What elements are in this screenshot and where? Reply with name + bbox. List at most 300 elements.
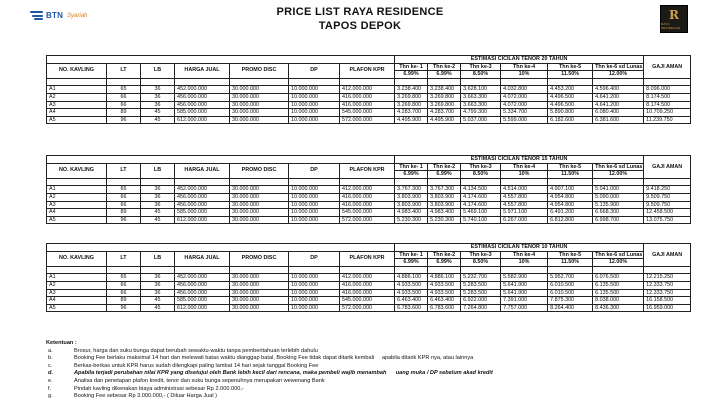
table-row bbox=[47, 201, 691, 209]
table-cell: 5.041.000 bbox=[593, 186, 644, 194]
tenor-label: ESTIMASI CICILAN TENOR 10 TAHUN bbox=[395, 244, 644, 252]
table-cell: 96 bbox=[107, 304, 141, 312]
col-year-2: Thn ke-2 bbox=[428, 63, 461, 71]
table-cell: 36 bbox=[141, 201, 175, 209]
table-spacer bbox=[47, 156, 395, 164]
table-cell: 4.641.200 bbox=[593, 101, 644, 109]
table-cell: 412.000.000 bbox=[340, 86, 395, 94]
table-cell: 3.803.900 bbox=[395, 193, 428, 201]
table-cell: 36 bbox=[141, 193, 175, 201]
col-harga-jual: HARGA JUAL bbox=[175, 163, 230, 178]
table-cell: 6.076.500 bbox=[593, 274, 644, 282]
table-cell: 10.000.000 bbox=[289, 209, 340, 217]
terms-list bbox=[46, 348, 686, 401]
table-cell: 585.000.000 bbox=[175, 109, 230, 117]
terms-item-key: b. bbox=[48, 355, 53, 362]
table-cell: 6.812.800 bbox=[548, 216, 593, 224]
table-cell: 45 bbox=[141, 116, 175, 124]
table-cell: 6.463.400 bbox=[395, 297, 428, 305]
table-cell: 10.000.000 bbox=[289, 101, 340, 109]
table-cell: A5 bbox=[47, 216, 107, 224]
table-cell: 3.803.900 bbox=[428, 193, 461, 201]
table-cell: 4.283.700 bbox=[395, 109, 428, 117]
table-cell: 96 bbox=[107, 116, 141, 124]
table-cell: A5 bbox=[47, 304, 107, 312]
terms-item-text: Booking Fee berlaku maksimal 14 hari dan melewati batas waktu dianggap batal, Booking Fee tidak dapat ditarik kembali apabila ditarik KPR nya, atau lainnya bbox=[74, 355, 474, 362]
col-year-2: Thn ke-2 bbox=[428, 163, 461, 171]
col-rate-3: 8.50% bbox=[461, 259, 501, 267]
table-cell: 4.886.100 bbox=[395, 274, 428, 282]
table-cell: 9.418.250 bbox=[644, 186, 691, 194]
blank-cell bbox=[593, 178, 644, 186]
table-cell: 412.000.000 bbox=[340, 274, 395, 282]
table-cell: 416.000.000 bbox=[340, 201, 395, 209]
table-cell: 4.933.500 bbox=[395, 281, 428, 289]
table-cell: 10.000.000 bbox=[289, 297, 340, 305]
table-cell: 30.000.000 bbox=[230, 101, 289, 109]
table-cell: 36 bbox=[141, 281, 175, 289]
table-cell: 7.757.000 bbox=[501, 304, 548, 312]
table-cell: 452.000.000 bbox=[175, 86, 230, 94]
table-cell: 7.391.000 bbox=[501, 297, 548, 305]
table-cell: 30.000.000 bbox=[230, 216, 289, 224]
table-cell: 66 bbox=[107, 93, 141, 101]
table-cell: 3.663.300 bbox=[461, 101, 501, 109]
terms-item bbox=[46, 393, 686, 401]
blank-cell bbox=[428, 178, 461, 186]
table-cell: 6.182.600 bbox=[548, 116, 593, 124]
table-cell: 5.283.500 bbox=[461, 281, 501, 289]
raya-logo-caption: RAYA RESIDENCE bbox=[661, 21, 681, 30]
table-cell: 36 bbox=[141, 86, 175, 94]
terms-item bbox=[46, 386, 686, 394]
col-lb: LB bbox=[141, 163, 175, 178]
table-cell: 8.038.000 bbox=[593, 297, 644, 305]
table-cell: 612.000.000 bbox=[175, 116, 230, 124]
blank-cell bbox=[47, 78, 107, 86]
table-cell: 456.000.000 bbox=[175, 201, 230, 209]
table-row bbox=[47, 109, 691, 117]
terms-item bbox=[46, 348, 686, 356]
table-cell: 4.496.500 bbox=[548, 93, 593, 101]
table-cell: 89 bbox=[107, 109, 141, 117]
table-cell: 10.000.000 bbox=[289, 289, 340, 297]
table-cell: 572.000.000 bbox=[340, 216, 395, 224]
blank-cell bbox=[395, 78, 428, 86]
col-gaji-aman: GAJI AMAN bbox=[644, 244, 691, 267]
col-rate-2: 6.99% bbox=[428, 259, 461, 267]
table-cell: 5.599.000 bbox=[501, 116, 548, 124]
col-year-4: Thn ke-4 bbox=[501, 63, 548, 71]
terms-item-key: e. bbox=[48, 377, 53, 384]
col-rate-4: 10% bbox=[501, 71, 548, 79]
table-cell: 6.080.400 bbox=[593, 109, 644, 117]
table-cell: 30.000.000 bbox=[230, 209, 289, 217]
table-cell: 10.000.000 bbox=[289, 274, 340, 282]
table-cell: 416.000.000 bbox=[340, 93, 395, 101]
terms-item bbox=[46, 355, 686, 363]
terms-heading: Ketentuan : bbox=[46, 340, 77, 346]
blank-cell bbox=[47, 178, 107, 186]
table-cell: A1 bbox=[47, 86, 107, 94]
table-cell: 12.333.750 bbox=[644, 289, 691, 297]
col-lt: LT bbox=[107, 163, 141, 178]
terms-section bbox=[46, 340, 686, 401]
col-rate-1: 6.99% bbox=[395, 259, 428, 267]
table-cell: 572.000.000 bbox=[340, 304, 395, 312]
table-cell: 30.000.000 bbox=[230, 109, 289, 117]
table-cell: 612.000.000 bbox=[175, 216, 230, 224]
table-cell: A5 bbox=[47, 116, 107, 124]
table-cell: 10.000.000 bbox=[289, 116, 340, 124]
blank-cell bbox=[141, 178, 175, 186]
table-cell: 45 bbox=[141, 297, 175, 305]
table-cell: 10.000.000 bbox=[289, 281, 340, 289]
table-cell: A2 bbox=[47, 193, 107, 201]
table-cell: A4 bbox=[47, 297, 107, 305]
terms-item-text: Pindah kavling dikenakan biaya administrasi sebesar Rp 2.000.000,- bbox=[74, 385, 244, 392]
col-rate-6: 12.00% bbox=[593, 71, 644, 79]
table-cell: 3.238.400 bbox=[395, 86, 428, 94]
table-cell: 65 bbox=[107, 186, 141, 194]
table-cell: 452.000.000 bbox=[175, 186, 230, 194]
tenor-label: ESTIMASI CICILAN TENOR 15 TAHUN bbox=[395, 156, 644, 164]
table-cell: 30.000.000 bbox=[230, 289, 289, 297]
table-row bbox=[47, 216, 691, 224]
table-cell: 45 bbox=[141, 109, 175, 117]
col-year-1: Thn ke- 1 bbox=[395, 163, 428, 171]
table-cell: 12.333.750 bbox=[644, 281, 691, 289]
blank-cell bbox=[428, 266, 461, 274]
table-cell: 36 bbox=[141, 93, 175, 101]
col-dp: DP bbox=[289, 251, 340, 266]
blank-cell bbox=[395, 266, 428, 274]
table-cell: 30.000.000 bbox=[230, 193, 289, 201]
table-cell: 5.971.100 bbox=[501, 209, 548, 217]
col-lb: LB bbox=[141, 251, 175, 266]
table-cell: 572.000.000 bbox=[340, 116, 395, 124]
table-cell: 3.767.300 bbox=[428, 186, 461, 194]
col-year-5: Thn ke-5 bbox=[548, 251, 593, 259]
blank-cell bbox=[644, 78, 691, 86]
col-dp: DP bbox=[289, 163, 340, 178]
table-cell: 585.000.000 bbox=[175, 297, 230, 305]
table-cell: 5.641.900 bbox=[501, 289, 548, 297]
table-cell: 4.134.500 bbox=[461, 186, 501, 194]
table-cell: 4.495.900 bbox=[428, 116, 461, 124]
table-cell: 6.010.500 bbox=[548, 281, 593, 289]
col-rate-1: 6.99% bbox=[395, 71, 428, 79]
table-cell: 6.668.300 bbox=[593, 209, 644, 217]
table-cell: 6.135.500 bbox=[593, 289, 644, 297]
table-cell: 6.381.600 bbox=[593, 116, 644, 124]
table-cell: 36 bbox=[141, 274, 175, 282]
table-cell: 5.469.100 bbox=[461, 209, 501, 217]
table-cell: 16.158.500 bbox=[644, 297, 691, 305]
table-cell: 66 bbox=[107, 193, 141, 201]
terms-item-text: Apabila terjadi perubahan nilai KPR yang disetujui oleh Bank lebih kecil dari rencana, maka pembeli wajib menambah uang muka / DP sebelum akad kredit bbox=[74, 370, 493, 377]
table-cell: 5.740.100 bbox=[461, 216, 501, 224]
terms-item-key: d. bbox=[48, 370, 53, 377]
table-cell: 30.000.000 bbox=[230, 281, 289, 289]
col-gaji-aman: GAJI AMAN bbox=[644, 56, 691, 79]
col-year-3: Thn ke-3 bbox=[461, 163, 501, 171]
table-cell: A1 bbox=[47, 274, 107, 282]
blank-cell bbox=[593, 266, 644, 274]
col-rate-4: 10% bbox=[501, 259, 548, 267]
table-cell: 10.000.000 bbox=[289, 186, 340, 194]
col-rate-6: 12.00% bbox=[593, 171, 644, 179]
terms-item-key: g. bbox=[48, 393, 53, 400]
table-cell: 4.557.800 bbox=[501, 193, 548, 201]
table-cell: 4.453.200 bbox=[548, 86, 593, 94]
blank-cell bbox=[107, 266, 141, 274]
table-cell: 10.000.000 bbox=[289, 93, 340, 101]
table-cell: 4.496.500 bbox=[548, 101, 593, 109]
table-cell: 3.767.300 bbox=[395, 186, 428, 194]
col-year-6: Thn ke-6 sd Lunas bbox=[593, 163, 644, 171]
col-year-4: Thn ke-4 bbox=[501, 251, 548, 259]
table-cell: 11.239.750 bbox=[644, 116, 691, 124]
blank-cell bbox=[501, 78, 548, 86]
table-cell: 5.582.900 bbox=[501, 274, 548, 282]
table-cell: 16.959.000 bbox=[644, 304, 691, 312]
col-plafon-kpr: PLAFON KPR bbox=[340, 163, 395, 178]
table-cell: 36 bbox=[141, 186, 175, 194]
col-no-kavling: NO. KAVLING bbox=[47, 163, 107, 178]
blank-cell bbox=[47, 266, 107, 274]
table-cell: 7.264.800 bbox=[461, 304, 501, 312]
price-table-1 bbox=[46, 55, 691, 124]
table-cell: 5.283.500 bbox=[461, 289, 501, 297]
table-row bbox=[47, 274, 691, 282]
table-cell: 6.135.500 bbox=[593, 281, 644, 289]
table-cell: 8.174.500 bbox=[644, 101, 691, 109]
table-cell: 30.000.000 bbox=[230, 274, 289, 282]
table-cell: 12.215.250 bbox=[644, 274, 691, 282]
blank-cell bbox=[501, 178, 548, 186]
col-rate-4: 10% bbox=[501, 171, 548, 179]
table-cell: 3.269.800 bbox=[428, 93, 461, 101]
table-cell: 3.269.800 bbox=[395, 101, 428, 109]
blank-cell bbox=[230, 266, 289, 274]
col-lt: LT bbox=[107, 251, 141, 266]
table-cell: 6.010.500 bbox=[548, 289, 593, 297]
table-cell: 5.334.700 bbox=[501, 109, 548, 117]
blank-cell bbox=[340, 178, 395, 186]
col-year-4: Thn ke-4 bbox=[501, 163, 548, 171]
blank-cell bbox=[141, 78, 175, 86]
col-rate-1: 6.99% bbox=[395, 171, 428, 179]
table-cell: 4.983.400 bbox=[395, 209, 428, 217]
table-cell: 10.000.000 bbox=[289, 86, 340, 94]
table-cell: 456.000.000 bbox=[175, 101, 230, 109]
table-cell: A4 bbox=[47, 209, 107, 217]
blank-cell bbox=[230, 78, 289, 86]
blank-cell bbox=[501, 266, 548, 274]
table-cell: 416.000.000 bbox=[340, 281, 395, 289]
table-cell: 4.933.500 bbox=[428, 289, 461, 297]
table-cell: 65 bbox=[107, 86, 141, 94]
table-cell: 456.000.000 bbox=[175, 93, 230, 101]
table-cell: 3.663.300 bbox=[461, 93, 501, 101]
table-cell: 4.072.000 bbox=[501, 93, 548, 101]
table-cell: 30.000.000 bbox=[230, 86, 289, 94]
blank-cell bbox=[141, 266, 175, 274]
tenor-label: ESTIMASI CICILAN TENOR 20 TAHUN bbox=[395, 56, 644, 64]
table-cell: 4.557.800 bbox=[501, 201, 548, 209]
table-cell: 412.000.000 bbox=[340, 186, 395, 194]
table-cell: 89 bbox=[107, 297, 141, 305]
col-year-5: Thn ke-5 bbox=[548, 163, 593, 171]
table-cell: 4.954.800 bbox=[548, 193, 593, 201]
col-rate-5: 11.50% bbox=[548, 171, 593, 179]
terms-item-text: Booking Fee sebesar Rp 3.000.000,- ( Diluar Harga Jual ) bbox=[74, 393, 218, 400]
terms-item bbox=[46, 378, 686, 386]
table-row bbox=[47, 304, 691, 312]
col-year-1: Thn ke- 1 bbox=[395, 251, 428, 259]
blank-cell bbox=[289, 78, 340, 86]
table-cell: 36 bbox=[141, 289, 175, 297]
table-cell: 6.998.700 bbox=[593, 216, 644, 224]
price-table-3 bbox=[46, 243, 691, 312]
table-cell: 3.628.100 bbox=[461, 86, 501, 94]
table-cell: 4.495.900 bbox=[395, 116, 428, 124]
col-year-2: Thn ke-2 bbox=[428, 251, 461, 259]
col-year-6: Thn ke-6 sd Lunas bbox=[593, 63, 644, 71]
terms-item bbox=[46, 370, 686, 378]
table-cell: 4.907.100 bbox=[548, 186, 593, 194]
table-cell: 452.000.000 bbox=[175, 274, 230, 282]
price-table-2 bbox=[46, 155, 691, 224]
btn-brand-text: BTN bbox=[46, 11, 64, 20]
blank-cell bbox=[428, 78, 461, 86]
blank-cell bbox=[107, 178, 141, 186]
blank-cell bbox=[461, 78, 501, 86]
terms-item-key: f. bbox=[48, 385, 52, 392]
table-cell: 5.232.700 bbox=[461, 274, 501, 282]
col-promo-disc: PROMO DISC bbox=[230, 163, 289, 178]
table-row bbox=[47, 93, 691, 101]
table-row bbox=[47, 186, 691, 194]
blank-cell bbox=[548, 78, 593, 86]
blank-cell bbox=[175, 78, 230, 86]
table-cell: A3 bbox=[47, 201, 107, 209]
col-dp: DP bbox=[289, 63, 340, 78]
table-cell: 8.174.500 bbox=[644, 93, 691, 101]
table-cell: 456.000.000 bbox=[175, 281, 230, 289]
table-row bbox=[47, 193, 691, 201]
table-cell: 45 bbox=[141, 216, 175, 224]
table-cell: 10.000.000 bbox=[289, 201, 340, 209]
col-rate-5: 11.50% bbox=[548, 71, 593, 79]
table-row bbox=[47, 297, 691, 305]
blank-cell bbox=[107, 78, 141, 86]
col-no-kavling: NO. KAVLING bbox=[47, 251, 107, 266]
blank-cell bbox=[548, 266, 593, 274]
table-cell: 585.000.000 bbox=[175, 209, 230, 217]
table-cell: 9.509.750 bbox=[644, 193, 691, 201]
table-cell: 6.922.000 bbox=[461, 297, 501, 305]
blank-cell bbox=[340, 78, 395, 86]
table-cell: 4.174.600 bbox=[461, 193, 501, 201]
col-rate-6: 12.00% bbox=[593, 259, 644, 267]
col-no-kavling: NO. KAVLING bbox=[47, 63, 107, 78]
terms-item-key: c. bbox=[48, 362, 53, 369]
table-cell: 4.983.400 bbox=[428, 209, 461, 217]
table-cell: 5.230.300 bbox=[395, 216, 428, 224]
table-row bbox=[47, 101, 691, 109]
table-cell: 416.000.000 bbox=[340, 101, 395, 109]
table-cell: 30.000.000 bbox=[230, 116, 289, 124]
terms-item-key: a. bbox=[48, 347, 53, 354]
col-year-5: Thn ke-5 bbox=[548, 63, 593, 71]
table-cell: 30.000.000 bbox=[230, 186, 289, 194]
col-harga-jual: HARGA JUAL bbox=[175, 63, 230, 78]
table-cell: 4.032.800 bbox=[501, 86, 548, 94]
blank-cell bbox=[289, 266, 340, 274]
blank-cell bbox=[644, 266, 691, 274]
table-row bbox=[47, 209, 691, 217]
blank-cell bbox=[289, 178, 340, 186]
blank-cell bbox=[340, 266, 395, 274]
table-cell: 545.000.000 bbox=[340, 297, 395, 305]
table-cell: 66 bbox=[107, 201, 141, 209]
table-cell: 5.641.900 bbox=[501, 281, 548, 289]
table-cell: 65 bbox=[107, 274, 141, 282]
table-cell: 66 bbox=[107, 289, 141, 297]
table-cell: 7.875.300 bbox=[548, 297, 593, 305]
table-cell: 30.000.000 bbox=[230, 201, 289, 209]
table-cell: 6.267.000 bbox=[501, 216, 548, 224]
table-cell: 456.000.000 bbox=[175, 289, 230, 297]
col-rate-3: 8.50% bbox=[461, 71, 501, 79]
table-cell: 8.436.300 bbox=[593, 304, 644, 312]
col-plafon-kpr: PLAFON KPR bbox=[340, 63, 395, 78]
col-promo-disc: PROMO DISC bbox=[230, 63, 289, 78]
table-spacer bbox=[47, 56, 395, 64]
table-cell: 66 bbox=[107, 101, 141, 109]
col-rate-5: 11.50% bbox=[548, 259, 593, 267]
blank-cell bbox=[548, 178, 593, 186]
blank-cell bbox=[461, 266, 501, 274]
blank-cell bbox=[593, 78, 644, 86]
col-year-3: Thn ke-3 bbox=[461, 63, 501, 71]
table-cell: 5.135.900 bbox=[593, 201, 644, 209]
table-cell: 6.463.400 bbox=[428, 297, 461, 305]
btn-brand-sub: Syariah bbox=[67, 12, 88, 19]
table-cell: 10.000.000 bbox=[289, 193, 340, 201]
col-plafon-kpr: PLAFON KPR bbox=[340, 251, 395, 266]
table-cell: 4.596.400 bbox=[593, 86, 644, 94]
col-lb: LB bbox=[141, 63, 175, 78]
table-cell: A4 bbox=[47, 109, 107, 117]
table-cell: 416.000.000 bbox=[340, 289, 395, 297]
col-gaji-aman: GAJI AMAN bbox=[644, 156, 691, 179]
page-title: PRICE LIST RAYA RESIDENCE bbox=[276, 6, 444, 18]
col-lt: LT bbox=[107, 63, 141, 78]
table-cell: 8.264.400 bbox=[548, 304, 593, 312]
terms-item-text: Analisa dan penetapan plafon kredit, tenor dan suku bunga sepenuhnya merupakan wewenang Bank bbox=[74, 377, 325, 384]
table-cell: 4.933.500 bbox=[428, 281, 461, 289]
blank-cell bbox=[644, 178, 691, 186]
table-cell: 545.000.000 bbox=[340, 109, 395, 117]
table-cell: A3 bbox=[47, 101, 107, 109]
terms-item-text: Brosur, harga dan suku bunga dapat berubah sewaktu-waktu tanpa pemberitahuan terlebih dahulu bbox=[74, 347, 318, 354]
table-cell: 5.890.800 bbox=[548, 109, 593, 117]
table-cell: 13.075.750 bbox=[644, 216, 691, 224]
col-rate-2: 6.99% bbox=[428, 171, 461, 179]
